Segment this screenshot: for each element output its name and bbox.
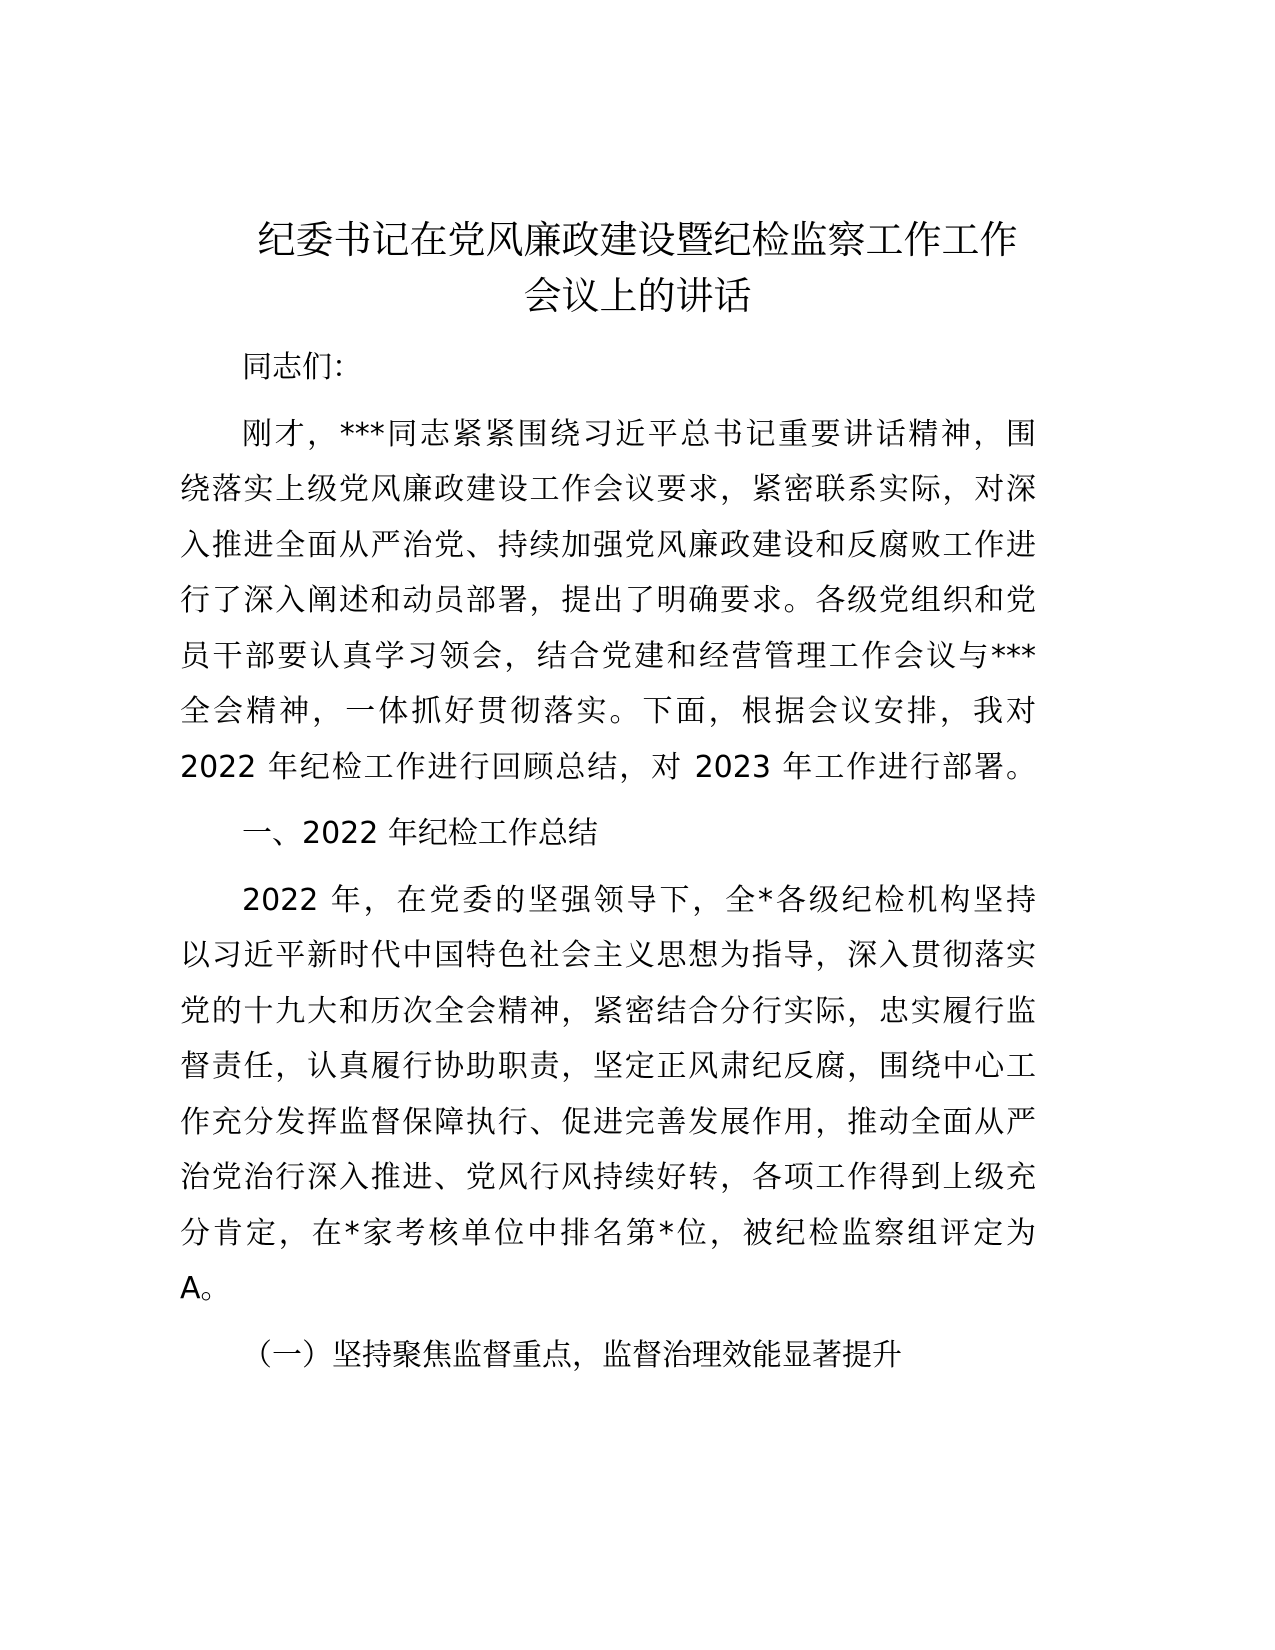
section-heading-2: （一）坚持聚焦监督重点，监督治理效能显著提升 xyxy=(242,1337,902,1373)
title-line-2: 会议上的讲话 xyxy=(523,274,752,318)
text-line: 绕落实上级党风廉政建设工作会议要求，紧密联系实际，对深 xyxy=(180,472,1036,507)
text-line: 作充分发挥监督保障执行、促进完善发展作用，推动全面从严 xyxy=(180,1104,1036,1140)
text-line: 分肯定，在*家考核单位中排名第*位，被纪检监察组评定为 xyxy=(180,1215,1036,1251)
text-line: 2022 年纪检工作进行回顾总结，对 2023 年工作进行部署。 xyxy=(180,749,1036,785)
text-line: 党的十九大和历次全会精神，紧密结合分行实际，忠实履行监 xyxy=(180,993,1036,1029)
text-line: A。 xyxy=(180,1271,231,1306)
text-line: 以习近平新时代中国特色社会主义思想为指导，深入贯彻落实 xyxy=(180,938,1036,973)
document-title xyxy=(150,212,1125,324)
text-line: 刚才，***同志紧紧围绕习近平总书记重要讲话精神，围 xyxy=(242,416,1036,452)
greeting: 同志们： xyxy=(242,350,362,385)
text-line: 治党治行深入推进、党风行风持续好转，各项工作得到上级充 xyxy=(180,1160,1036,1195)
paragraph-intro xyxy=(180,407,1036,796)
text-line: 督责任，认真履行协助职责，坚定正风肃纪反腐，围绕中心工 xyxy=(180,1049,1036,1084)
text-line: 入推进全面从严治党、持续加强党风廉政建设和反腐败工作进 xyxy=(180,527,1036,563)
text-line: 员干部要认真学习领会，结合党建和经营管理工作会议与*** xyxy=(180,638,1036,674)
title-line-1: 纪委书记在党风廉政建设暨纪检监察工作工作 xyxy=(257,218,1018,262)
text-line: 行了深入阐述和动员部署，提出了明确要求。各级党组织和党 xyxy=(180,583,1036,618)
paragraph-summary xyxy=(180,873,1036,1317)
section-heading-1: 一、2022 年纪检工作总结 xyxy=(242,816,598,851)
text-line: 2022 年，在党委的坚强领导下，全*各级纪检机构坚持 xyxy=(242,882,1036,918)
document-body xyxy=(180,340,1036,1383)
text-line: 全会精神，一体抓好贯彻落实。下面，根据会议安排，我对 xyxy=(180,694,1036,729)
